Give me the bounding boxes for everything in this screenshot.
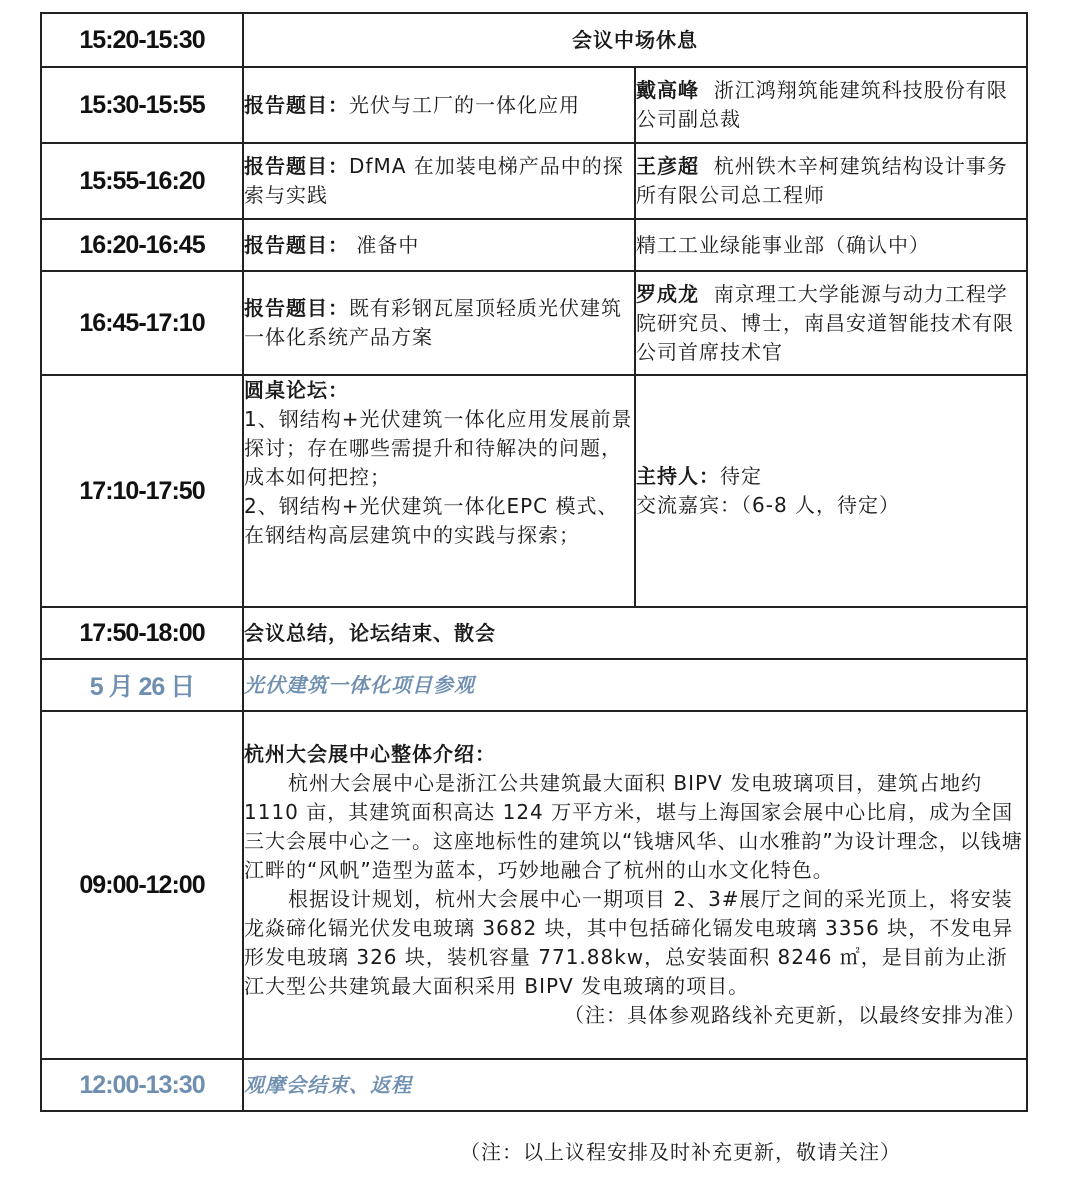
agenda-row: [41, 1059, 1027, 1111]
speaker-info: 浙江鸿翔筑能建筑科技股份有限公司副总裁: [636, 78, 1008, 131]
agenda-row: [41, 711, 1027, 1059]
topic-cell: [243, 219, 635, 271]
time-cell: 16:45-17:10: [41, 271, 243, 375]
speaker-cell: 精工工业绿能事业部（确认中）: [635, 219, 1027, 271]
host-cell: [635, 375, 1027, 607]
footer-note: （注：以上议程安排及时补充更新，敬请关注）: [460, 1140, 901, 1164]
forum-title: 圆桌论坛：: [244, 378, 349, 402]
host-value: 待定: [720, 464, 762, 488]
visit-description: [243, 711, 1027, 1059]
speaker-cell: [635, 271, 1027, 375]
host-label: 主持人：: [636, 464, 720, 488]
topic-text: 准备中: [356, 232, 420, 257]
time-cell: 09:00-12:00: [41, 711, 243, 1059]
topic-cell: [243, 67, 635, 143]
time-cell: 15:55-16:20: [41, 143, 243, 219]
date-cell: 5 月 26 日: [41, 659, 243, 711]
speaker-name: 罗成龙: [636, 281, 699, 306]
time-cell: 15:20-15:30: [41, 13, 243, 67]
forum-item: 2、钢结构+光伏建筑一体化EPC 模式、在钢结构高层建筑中的实践与探索；: [244, 494, 619, 547]
speaker-info: 杭州铁木辛柯建筑结构设计事务所有限公司总工程师: [636, 154, 1008, 207]
time-cell: 17:10-17:50: [41, 375, 243, 607]
topic-label: 报告题目：: [244, 154, 349, 178]
agenda-table: [40, 12, 1028, 1112]
agenda-row: [41, 13, 1027, 67]
topic-label: 报告题目：: [244, 92, 349, 117]
session-title: 观摩会结束、返程: [243, 1059, 1027, 1111]
agenda-row: [41, 143, 1027, 219]
topic-cell: [243, 143, 635, 219]
speaker-name: 王彦超: [636, 154, 699, 178]
agenda-row: [41, 219, 1027, 271]
topic-cell: [243, 271, 635, 375]
guests-label: 交流嘉宾：: [636, 493, 741, 517]
guests-value: （6-8 人，待定）: [741, 493, 901, 517]
speaker-cell: [635, 67, 1027, 143]
session-title: 会议中场休息: [243, 13, 1027, 67]
forum-cell: [243, 375, 635, 607]
agenda-row: [41, 271, 1027, 375]
time-cell: 17:50-18:00: [41, 607, 243, 659]
topic-text: DfMA 在加装电梯产品中的探索与实践: [244, 154, 624, 207]
visit-title: 光伏建筑一体化项目参观: [243, 659, 1027, 711]
topic-label: 报告题目：: [244, 232, 349, 257]
agenda-row: [41, 607, 1027, 659]
topic-text: 光伏与工厂的一体化应用: [349, 92, 580, 117]
agenda-row: [41, 67, 1027, 143]
visit-intro-title: 杭州大会展中心整体介绍：: [244, 742, 496, 766]
topic-label: 报告题目：: [244, 296, 349, 320]
agenda-row: [41, 375, 1027, 607]
session-title: 会议总结，论坛结束、散会: [243, 607, 1027, 659]
time-cell: 16:20-16:45: [41, 219, 243, 271]
time-cell: 15:30-15:55: [41, 67, 243, 143]
topic-text: 既有彩钢瓦屋顶轻质光伏建筑一体化系统产品方案: [244, 296, 622, 349]
date-row: [41, 659, 1027, 711]
time-cell: 12:00-13:30: [41, 1059, 243, 1111]
visit-paragraph: 根据设计规划，杭州大会展中心一期项目 2、3#展厅之间的采光顶上，将安装龙焱碲化镉光伏发电玻璃 3682 块，其中包括碲化镉发电玻璃 3356 块，不发电异形发电玻璃 326 块，装机容量 771.88kw，总安装面积 8246 ㎡，是目前为止浙江大型公共建筑最大面积采用 BIPV 发电玻璃的项目。: [244, 887, 1014, 998]
speaker-cell: [635, 143, 1027, 219]
visit-paragraph: 杭州大会展中心是浙江公共建筑最大面积 BIPV 发电玻璃项目，建筑占地约 1110 亩，其建筑面积高达 124 万平方米，堪与上海国家会展中心比肩，成为全国三大会展中心之一。这座地标性的建筑以“钱塘风华、山水雅韵”为设计理念，以钱塘江畔的“风帆”造型为蓝本，巧妙地融合了杭州的山水文化特色。: [244, 771, 1023, 882]
visit-note: （注：具体参观路线补充更新，以最终安排为准）: [564, 1003, 1026, 1027]
speaker-name: 戴高峰: [636, 78, 699, 102]
forum-item: 1、钢结构+光伏建筑一体化应用发展前景探讨；存在哪些需提升和待解决的问题，成本如何把控；: [244, 407, 633, 489]
speaker-info: 南京理工大学能源与动力工程学院研究员、博士，南昌安道智能技术有限公司首席技术官: [636, 281, 1014, 364]
